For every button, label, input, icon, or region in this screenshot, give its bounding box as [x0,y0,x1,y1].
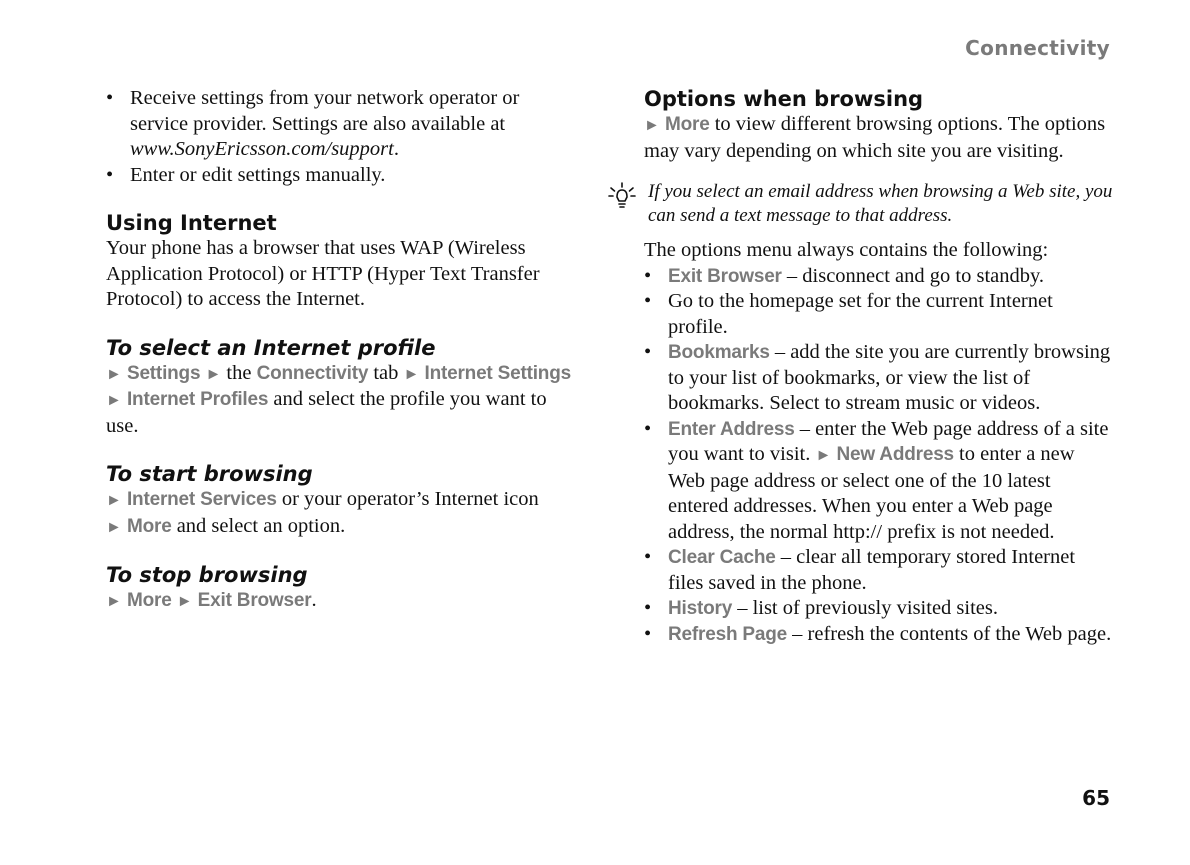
list-item: • Exit Browser – disconnect and go to standby. [644,264,1114,290]
menu-more: More [126,590,172,611]
subsection-title: To start browsing [106,462,313,486]
subsection-title: To stop browsing [106,563,308,587]
menu-internet-settings: Internet Settings [424,362,571,384]
bullet-text: Enter or edit settings manually. [130,163,386,186]
support-url[interactable]: www.SonyEricsson.com/support [130,138,394,160]
list-item: • Refresh Page – refresh the contents of the Web page. [644,622,1114,648]
subsection-title: To select an Internet profile [106,335,436,360]
triangle-right-icon: ► [106,518,122,536]
triangle-right-icon: ► [644,117,660,134]
menu-refresh-page: Refresh Page [668,623,788,645]
instruction: ► More ► Exit Browser. [106,589,317,611]
menu-connectivity: Connectivity [256,362,369,384]
triangle-right-icon: ► [106,593,122,610]
list-item: • History – list of previously visited sites. [644,596,1114,622]
tip-text: If you select an email address when browsing a Web site, you can send a text message to that address. [648,181,1113,226]
triangle-right-icon: ► [106,365,122,383]
menu-clear-cache: Clear Cache [668,547,776,568]
triangle-right-icon: ► [205,365,222,383]
running-header: Connectivity [965,36,1110,60]
list-item: • Receive settings from your network operator or service provider. Settings are also available at www.SonyEricsson.com/support. [106,86,576,163]
tip-note [644,180,1114,228]
instruction: ► Internet Services or your operator’s Internet icon ► More and select an option. [106,488,539,537]
paragraph: ► More to view different browsing options. The options may vary depending on which site you are visiting. [644,113,1106,162]
paragraph: The options menu always contains the following: [644,239,1049,261]
list-item: • Clear Cache – clear all temporary stored Internet files saved in the phone. [644,545,1114,596]
triangle-right-icon: ► [176,593,193,610]
list-item: • Enter Address – enter the Web page address of a site you want to visit. ► New Address to enter a new Web page address or select one of the 10 latest entered addresses. When you enter a Web page address, the normal http:// prefix is not needed. [644,417,1114,546]
menu-bookmarks: Bookmarks [668,342,770,363]
settings-bullet-list [106,86,576,188]
menu-enter-address: Enter Address [668,418,795,440]
instruction: ► Settings ► the Connectivity tab ► Internet Settings ► Internet Profiles and select the profile you want to use. [106,361,571,437]
triangle-right-icon: ► [815,447,832,464]
list-item: • Go to the homepage set for the current Internet profile. [644,289,1114,340]
left-column [106,86,576,615]
menu-internet-services: Internet Services [126,489,277,510]
menu-settings: Settings [126,362,201,384]
lightbulb-icon [608,182,636,210]
menu-exit-browser: Exit Browser [668,265,782,287]
triangle-right-icon: ► [106,392,122,409]
section-title: Using Internet [106,211,277,235]
section-title: Options when browsing [644,87,924,111]
right-column [644,86,1114,647]
bullet-text: Receive settings from your network operator or service provider. Settings are also available at [130,87,520,135]
page-number: 65 [1082,786,1110,810]
menu-history: History [668,598,733,619]
menu-internet-profiles: Internet Profiles [126,389,269,410]
list-item [106,163,576,189]
menu-more: More [664,114,710,135]
menu-exit-browser: Exit Browser [197,590,312,611]
paragraph: Your phone has a browser that uses WAP (Wireless Application Protocol) or HTTP (Hyper Text Transfer Protocol) to access the Internet. [106,237,540,310]
triangle-right-icon: ► [106,492,122,509]
options-list [644,264,1114,648]
menu-new-address: New Address [836,444,954,465]
list-item: • Bookmarks – add the site you are currently browsing to your list of bookmarks, or view the list of bookmarks. Select to stream music or videos. [644,340,1114,417]
triangle-right-icon: ► [403,365,420,383]
menu-more: More [126,515,172,537]
